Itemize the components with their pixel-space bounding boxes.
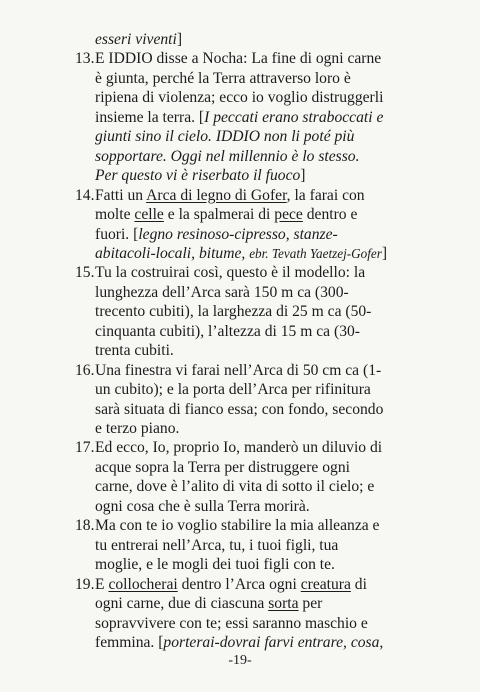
text-line bbox=[95, 205, 357, 225]
text-run: Per questo vi è riserbato il fuoco bbox=[95, 167, 301, 185]
text-run: sarà situata di fianco essa; con fondo, secondo bbox=[95, 400, 384, 418]
text-run: sopravvivere con te; essi saranno maschio e bbox=[95, 614, 368, 632]
text-line bbox=[95, 147, 360, 167]
text-run: dentro l’Arca ogni bbox=[177, 575, 301, 593]
text-run: ogni carne, due di ciascuna bbox=[95, 595, 269, 613]
text-line bbox=[95, 438, 382, 458]
verse-number: 14. bbox=[75, 186, 95, 204]
text-line bbox=[95, 614, 368, 634]
text-run: , la farai con bbox=[286, 186, 365, 204]
text-run: giunti sino il cielo. IDDIO non li poté più bbox=[95, 128, 355, 146]
text-run: lunghezza dell’Arca sarà 150 m ca (300- bbox=[95, 283, 349, 301]
text-run: esseri viventi bbox=[95, 31, 177, 48]
text-run: celle bbox=[134, 206, 164, 224]
text-line bbox=[95, 49, 381, 69]
text-run: E IDDIO disse a Nocha: La fine di ogni carne bbox=[95, 50, 382, 68]
verse-number: 17. bbox=[75, 439, 95, 457]
text-run: creatura bbox=[300, 575, 351, 593]
text-run: per bbox=[298, 595, 323, 613]
text-run: ] bbox=[300, 167, 306, 185]
verse-number: 19. bbox=[75, 575, 95, 593]
text-run: un cubito); e la porta dell’Arca per rifinitura bbox=[95, 381, 371, 399]
text-run: Arca di legno di Gofer bbox=[146, 186, 287, 204]
text-line bbox=[95, 419, 179, 439]
text-run: e terzo piano. bbox=[95, 420, 180, 437]
text-run: sorta bbox=[268, 595, 299, 613]
text-line bbox=[95, 166, 306, 186]
text-run: Tu la costruirai così, questo è il modello: la bbox=[95, 264, 366, 282]
text-run: femmina. [ bbox=[95, 633, 164, 651]
text-line bbox=[95, 30, 182, 50]
text-line bbox=[95, 88, 383, 108]
text-run: cinquanta cubiti), l’altezza di 15 m ca (30- bbox=[95, 322, 360, 340]
text-line bbox=[95, 322, 360, 342]
text-line bbox=[95, 263, 365, 283]
text-run: ogni cosa che è sulla Terra morirà. bbox=[95, 497, 310, 515]
text-run: insieme la terra. [ bbox=[95, 108, 205, 126]
text-line bbox=[95, 594, 322, 614]
text-line bbox=[95, 69, 351, 89]
text-run: legno resinoso-cipresso, stanze- bbox=[138, 225, 338, 243]
verse-number: 18. bbox=[75, 517, 95, 535]
text-line bbox=[95, 633, 383, 653]
text-line bbox=[95, 341, 174, 361]
text-run: di bbox=[350, 575, 367, 593]
text-line bbox=[95, 361, 381, 381]
text-run: Ed ecco, Io, proprio Io, manderò un diluvio di bbox=[95, 439, 383, 457]
text-run: pece bbox=[274, 206, 303, 224]
text-run: trecento cubiti), la larghezza di 25 m ca (50- bbox=[95, 303, 372, 321]
text-line bbox=[95, 186, 365, 206]
verse-number: 15. bbox=[75, 264, 95, 282]
text-run: dentro e bbox=[302, 206, 358, 224]
text-run: E bbox=[95, 575, 109, 593]
text-run: I peccati erano straboccati e bbox=[204, 108, 384, 126]
verse-number: 16. bbox=[75, 361, 95, 379]
text-run: trenta cubiti. bbox=[95, 342, 174, 360]
text-run: ] bbox=[381, 244, 388, 262]
text-run: Fatti un bbox=[95, 186, 147, 204]
page-number: -19- bbox=[228, 653, 252, 668]
text-run: moglie, e le mogli dei tuoi figli con te. bbox=[95, 556, 335, 574]
text-run: Ma con te io voglio stabilire la mia alleanza e bbox=[95, 517, 380, 535]
text-line bbox=[95, 477, 374, 497]
text-line bbox=[95, 458, 350, 478]
text-line bbox=[95, 555, 335, 575]
text-line bbox=[95, 244, 387, 264]
text-line bbox=[95, 380, 371, 400]
text-line bbox=[95, 516, 379, 536]
text-run: acque sopra la Terra per distruggere ogni bbox=[95, 458, 350, 476]
text-line bbox=[95, 283, 349, 303]
text-line bbox=[95, 127, 354, 147]
text-run: carne, dove è l’alito di vita di sotto il cielo; e bbox=[95, 478, 375, 496]
text-run: tu entrerai nell’Arca, tu, i tuoi figli, tua bbox=[95, 536, 339, 554]
text-line bbox=[95, 497, 310, 517]
text-run: Una finestra vi farai nell’Arca di 50 cm ca (1- bbox=[95, 361, 382, 379]
verse-number: 13. bbox=[75, 50, 95, 68]
text-run: ebr. Tevath Yaetzej-Gofer bbox=[249, 245, 382, 261]
text-run: e la spalmerai di bbox=[163, 206, 275, 224]
text-line bbox=[95, 575, 367, 595]
text-run: ] bbox=[176, 31, 183, 48]
text-run: porterai-dovrai farvi entrare, cosa, bbox=[163, 633, 384, 651]
text-run: abitacoli-locali, bitume, bbox=[95, 244, 250, 262]
text-line bbox=[95, 536, 338, 556]
text-line bbox=[95, 400, 383, 420]
text-run: molte bbox=[95, 206, 135, 224]
text-run: ripiena di violenza; ecco io voglio distruggerli bbox=[95, 89, 384, 107]
text-line bbox=[95, 225, 338, 245]
text-run: è giunta, perché la Terra attraverso loro è bbox=[95, 69, 351, 87]
text-run: collocherai bbox=[108, 575, 178, 593]
text-run: sopportare. Oggi nel millennio è lo stesso. bbox=[95, 147, 360, 165]
text-run: fuori. [ bbox=[95, 225, 139, 243]
text-line bbox=[95, 302, 371, 322]
text-line bbox=[95, 108, 383, 128]
